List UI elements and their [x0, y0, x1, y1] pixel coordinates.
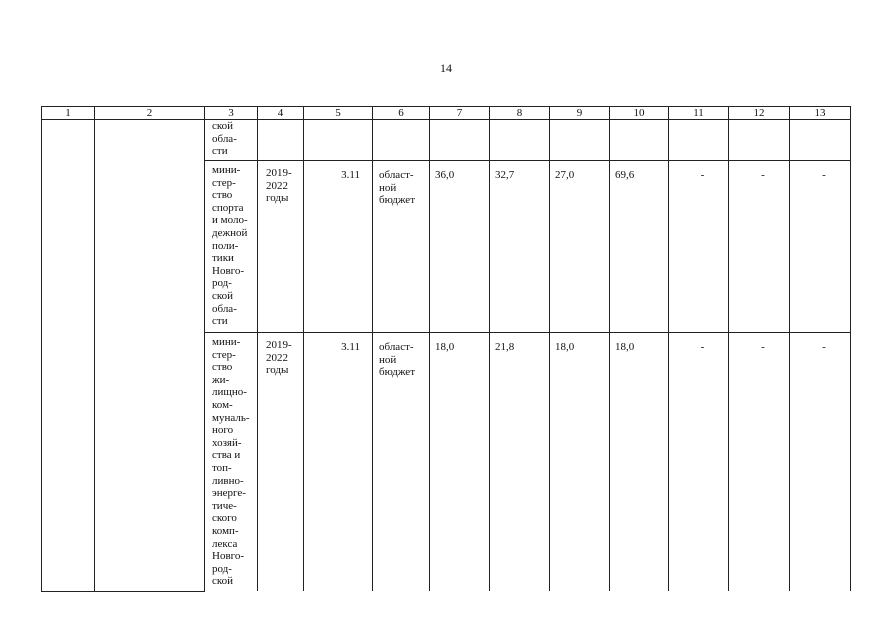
amount-value: 32,7	[495, 169, 515, 181]
empty-cell	[430, 120, 490, 161]
executor-text-line: сти	[212, 315, 228, 328]
dash-value: -	[822, 341, 826, 353]
executor-text-line: Новго-	[212, 264, 245, 277]
amount-cell	[790, 333, 851, 592]
funding-source-line: ной	[379, 353, 397, 366]
executor-text-line: ство	[212, 361, 233, 374]
amount-cell	[430, 161, 490, 333]
empty-cell	[258, 120, 304, 161]
empty-cell	[669, 120, 729, 161]
dash-value: -	[700, 169, 705, 181]
amount-cell	[610, 333, 669, 592]
amount-value: 69,6	[615, 169, 635, 181]
amount-cell	[729, 333, 790, 592]
column-header: 12	[729, 107, 790, 120]
funding-source-line: област-	[379, 169, 414, 181]
column-header: 10	[610, 107, 669, 120]
column-header: 4	[258, 107, 304, 120]
executor-text-line: лекса	[212, 537, 238, 550]
amount-cell	[430, 333, 490, 592]
executor-text-line: род-	[212, 277, 232, 290]
dash-value: -	[822, 169, 826, 181]
executor-text-line: муналь-	[212, 411, 250, 424]
empty-cell	[550, 120, 610, 161]
years-text-line: годы	[266, 364, 289, 377]
executor-text-line: стер-	[212, 176, 236, 189]
funding-source-line: бюджет	[379, 194, 415, 207]
executor-cell	[205, 120, 258, 161]
column-header: 8	[490, 107, 550, 120]
executor-text-line: и моло-	[212, 214, 248, 227]
executor-text-line: ства и	[212, 449, 241, 462]
funding-source-line: област-	[379, 341, 414, 353]
executor-text-line: энерге-	[212, 487, 246, 500]
years-text-line: 2019-	[266, 339, 292, 351]
target-code: 3.11	[341, 341, 360, 353]
executor-text-line: Новго-	[212, 550, 245, 563]
years-cell	[258, 333, 304, 592]
executor-text-line: мини-	[212, 336, 241, 348]
executor-text-line: спорта	[212, 201, 244, 214]
executor-text-line: ство	[212, 189, 233, 202]
empty-cell	[729, 120, 790, 161]
executor-text-line: ком-	[212, 398, 233, 411]
funding-source-cell	[373, 333, 430, 592]
executor-text-line: обла-	[212, 302, 237, 315]
executor-text-line: ской	[212, 120, 234, 132]
executor-text-line: ливно-	[212, 474, 244, 487]
years-text-line: 2022	[266, 179, 288, 192]
executor-text-line: комп-	[212, 524, 239, 537]
task-number-cell	[42, 120, 95, 592]
column-header: 7	[430, 107, 490, 120]
column-header: 9	[550, 107, 610, 120]
executor-text-line: ного	[212, 424, 234, 437]
target-code-cell	[304, 161, 373, 333]
executor-text-line: жи-	[212, 373, 230, 386]
amount-cell	[490, 161, 550, 333]
funding-source-cell	[373, 161, 430, 333]
years-text-line: 2019-	[266, 167, 292, 179]
dash-value: -	[700, 341, 705, 353]
amount-cell	[669, 161, 729, 333]
column-header: 11	[669, 107, 729, 120]
target-code: 3.11	[341, 169, 360, 181]
amount-value: 36,0	[435, 169, 455, 181]
executor-text-line: ской	[212, 575, 234, 588]
executor-text-line: топ-	[212, 461, 232, 474]
years-cell	[258, 161, 304, 333]
years-text-line: 2022	[266, 351, 288, 364]
column-header: 5	[304, 107, 373, 120]
executor-text-line: сти	[212, 145, 228, 158]
executor-text-line: род-	[212, 562, 232, 575]
executor-text-line: тиче-	[212, 499, 237, 512]
column-header: 2	[95, 107, 205, 120]
task-name-cell	[95, 120, 205, 592]
column-header: 13	[790, 107, 851, 120]
amount-cell	[729, 161, 790, 333]
column-header: 1	[42, 107, 95, 120]
page-number: 14	[440, 61, 452, 75]
executor-text-line: хозяй-	[212, 436, 242, 449]
amount-value: 21,8	[495, 341, 515, 353]
funding-source-line: ной	[379, 181, 397, 194]
continuation-row	[42, 120, 851, 161]
executor-cell	[205, 333, 258, 592]
executor-text-line: поли-	[212, 239, 239, 252]
amount-value: 18,0	[555, 341, 575, 353]
amount-cell	[610, 161, 669, 333]
empty-cell	[610, 120, 669, 161]
funding-source-line: бюджет	[379, 366, 415, 379]
amount-cell	[550, 333, 610, 592]
amount-cell	[550, 161, 610, 333]
executor-text-line: лищно-	[212, 386, 247, 399]
target-code-cell	[304, 333, 373, 592]
executor-text-line: стер-	[212, 348, 236, 361]
column-header: 3	[205, 107, 258, 120]
column-number-row	[42, 107, 851, 120]
amount-value: 18,0	[435, 341, 455, 353]
amount-cell	[790, 161, 851, 333]
dash-value: -	[761, 169, 765, 181]
executor-text-line: ского	[212, 512, 237, 525]
empty-cell	[304, 120, 373, 161]
dash-value: -	[761, 341, 765, 353]
executor-cell	[205, 161, 258, 333]
executor-text-line: мини-	[212, 164, 241, 176]
executor-text-line: обла-	[212, 132, 237, 145]
amount-value: 27,0	[555, 169, 575, 181]
amount-value: 18,0	[615, 341, 635, 353]
executor-text-line: тики	[212, 252, 234, 265]
empty-cell	[373, 120, 430, 161]
empty-cell	[490, 120, 550, 161]
empty-cell	[790, 120, 851, 161]
amount-cell	[669, 333, 729, 592]
executor-text-line: дежной	[212, 226, 248, 239]
amount-cell	[490, 333, 550, 592]
executor-text-line: ской	[212, 289, 234, 302]
years-text-line: годы	[266, 192, 289, 205]
column-header: 6	[373, 107, 430, 120]
measures-table	[41, 106, 851, 592]
